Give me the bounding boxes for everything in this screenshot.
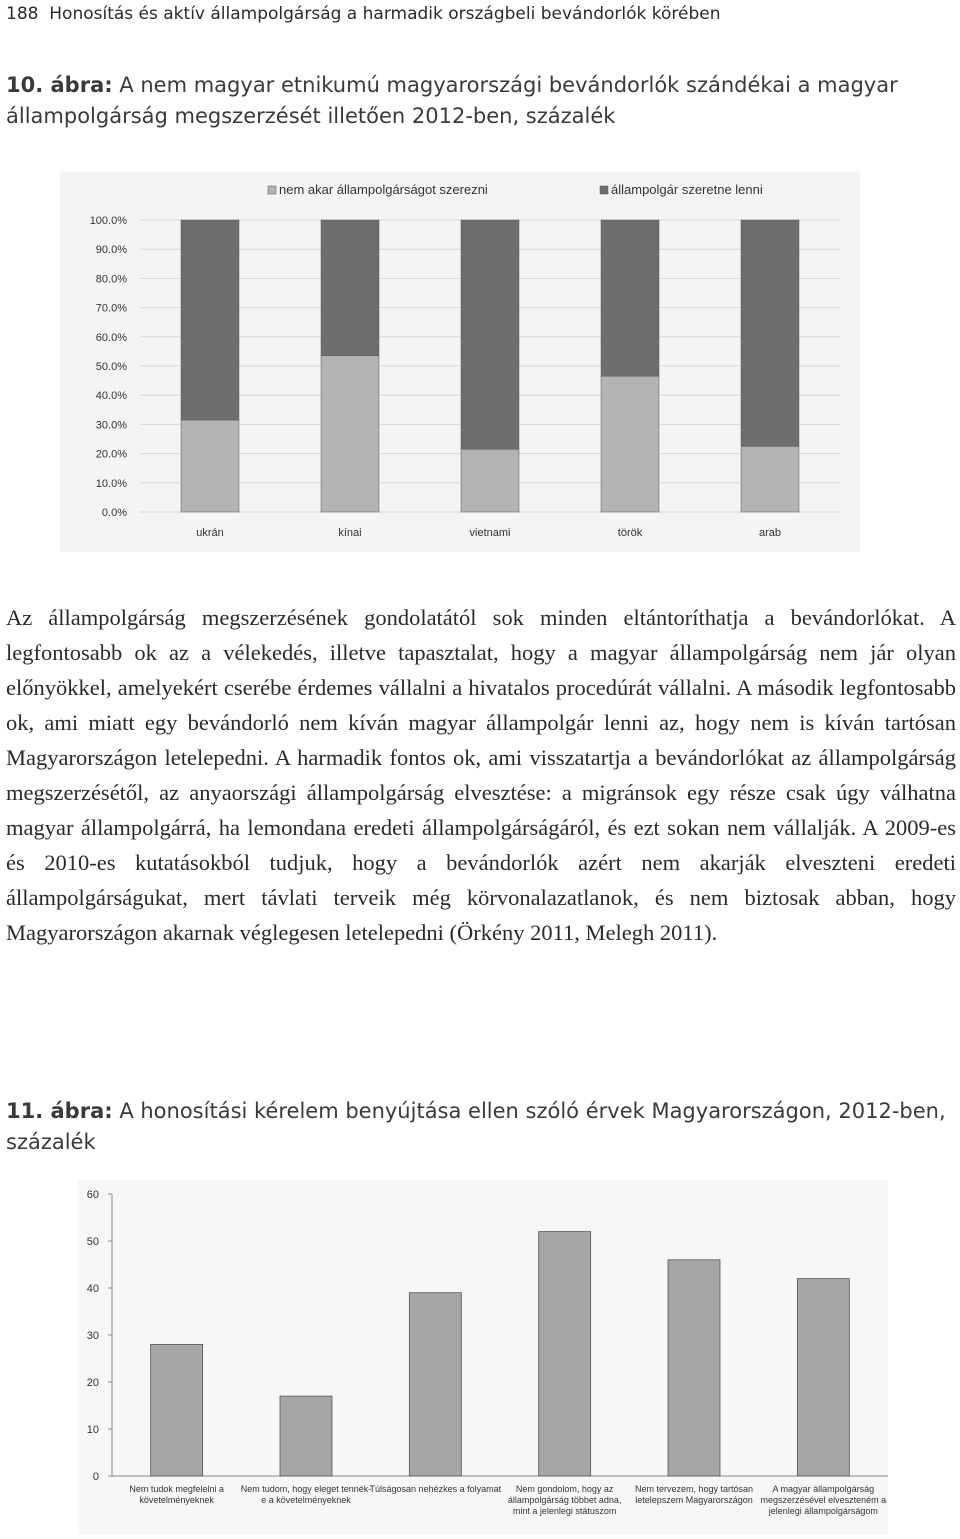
y-tick-label: 100.0% (89, 215, 127, 227)
y-tick-label: 30 (86, 1330, 99, 1342)
bar-segment (181, 220, 239, 420)
y-tick-label: 30.0% (95, 419, 127, 432)
y-tick-label: 10 (86, 1424, 99, 1436)
figure-10-caption (6, 70, 954, 132)
y-tick-label: 20.0% (95, 448, 127, 461)
bar (668, 1260, 720, 1476)
bar-segment (601, 220, 659, 376)
y-tick-label: 0.0% (101, 507, 127, 519)
bar (797, 1279, 849, 1476)
category-label: mint a jelenlegi státuszom (512, 1506, 617, 1516)
category-label: A magyar állampolgárság (772, 1484, 875, 1494)
legend-label: nem akar állampolgárságot szerezni (279, 182, 488, 197)
y-tick-label: 20 (86, 1377, 99, 1389)
category-label: vietnami (469, 527, 511, 539)
category-label: török (617, 527, 643, 539)
legend-label: állampolgár szeretne lenni (611, 182, 763, 197)
running-header (6, 4, 721, 24)
bar (280, 1396, 332, 1476)
bar-segment (741, 446, 799, 512)
category-label: jelenlegi állampolgárságom (768, 1506, 878, 1516)
y-tick-label: 60.0% (95, 331, 127, 344)
y-tick-label: 80.0% (95, 273, 127, 286)
bar-segment (181, 420, 239, 512)
category-label: követelményeknek (139, 1495, 214, 1505)
category-label: e a követelményeknek (261, 1495, 351, 1505)
bar-segment (321, 356, 379, 512)
category-label: Nem tudom, hogy eleget tennék- (240, 1484, 372, 1494)
y-tick-label: 40 (86, 1283, 99, 1295)
figure-11-number: 11. ábra: (6, 1099, 113, 1123)
bar-segment (601, 376, 659, 512)
running-title: Honosítás és aktív állampolgárság a harmadik országbeli bevándorlók körében (49, 4, 721, 24)
category-label: Nem gondolom, hogy az (515, 1484, 614, 1494)
y-tick-label: 50.0% (95, 361, 127, 373)
legend-swatch (600, 186, 608, 194)
legend-swatch (268, 186, 276, 194)
figure-10-caption-text: A nem magyar etnikumú magyarországi bevándorlók szándékai a magyar állampolgárság megszerzését illetően 2012-ben, százalék (6, 73, 898, 128)
category-label: kínai (338, 527, 362, 539)
y-tick-label: 0 (92, 1471, 99, 1483)
figure-10-number: 10. ábra: (6, 73, 113, 97)
category-label: Túlságosan nehézkes a folyamat (369, 1484, 502, 1494)
category-label: ukrán (196, 527, 224, 539)
bar-segment (461, 220, 519, 449)
y-tick-label: 50 (86, 1236, 99, 1248)
page-number: 188 (6, 4, 39, 24)
bar (539, 1232, 591, 1476)
figure-11-caption-text: A honosítási kérelem benyújtása ellen szóló érvek Magyarországon, 2012-ben, százalék (6, 1099, 946, 1154)
bar-segment (461, 449, 519, 512)
figure-11-caption (6, 1096, 954, 1158)
bar (409, 1293, 461, 1476)
body-paragraph: Az állampolgárság megszerzésének gondolatától sok minden eltántoríthatja a bevándorlókat. A legfontosabb ok az a vélekedés, illetve tapasztalat, hogy a magyar állampolgárság nem jár olyan előnyökkel, amelyekért cserébe érdemes vállalni a hivatalos procedúrát vállalni. A második legfontosabb ok, ami miatt egy bevándorló nem kíván magyar állampolgár lenni az, hogy nem is kíván tartósan Magyarországon letelepedni. A harmadik fontos ok, ami visszatartja a bevándorlókat az állampolgárság megszerzésétől, az anyaországi állampolgárság elvesztése: a migránsok egy része csak úgy válhatna magyar állampolgárrá, ha lemondana eredeti állampolgárságáról, és ezt sokan nem vállalják. A 2009-es és 2010-es kutatásokból tudjuk, hogy a bevándorlók azért nem akarják elveszteni eredeti állampolgárságukat, mert távlati terveik még körvonalazatlanok, és nem biztosak abban, hogy Magyarországon akarnak véglegesen letelepedni (Örkény 2011, Melegh 2011). (6, 605, 956, 945)
category-label: letelepszem Magyarországon (635, 1495, 753, 1505)
category-label: megszerzésével elveszteném a (760, 1495, 887, 1505)
category-label: Nem tervezem, hogy tartósan (634, 1484, 754, 1494)
bar-segment (321, 220, 379, 356)
bar-chart (0, 1174, 960, 1539)
category-label: állampolgárság többet adna, (507, 1495, 622, 1505)
y-tick-label: 90.0% (95, 244, 127, 257)
y-tick-label: 70.0% (95, 302, 127, 315)
bar-segment (741, 220, 799, 446)
y-tick-label: 40.0% (95, 390, 127, 403)
category-label: arab (758, 527, 782, 539)
bar (151, 1344, 203, 1476)
y-tick-label: 60 (86, 1189, 99, 1201)
chart-background (60, 172, 860, 552)
y-tick-label: 10.0% (95, 477, 127, 490)
category-label: Nem tudok megfelelni a (129, 1484, 224, 1494)
stacked-bar-chart (0, 170, 960, 570)
